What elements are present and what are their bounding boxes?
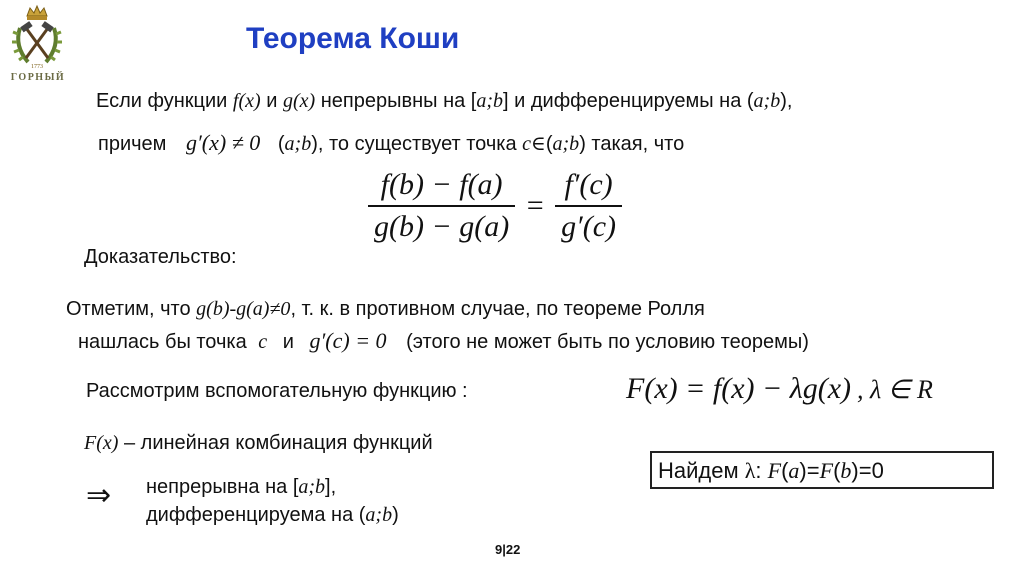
formula-numerator-right: f′(c) <box>564 168 613 201</box>
fraction-bar-left <box>368 205 515 207</box>
cauchy-formula <box>368 168 622 258</box>
aux-function-text: Рассмотрим вспомогательную функцию : <box>86 380 468 402</box>
slide-title: Теорема Коши <box>246 22 460 55</box>
note-line-2: нашлась бы точка c и g′(c) = 0 (этого не может быть по условию теоремы) <box>78 328 809 353</box>
linear-combination: F(x) – линейная комбинация функций <box>84 432 433 454</box>
implies-arrow-icon: ⇒ <box>86 478 112 513</box>
rolle-condition-formula: g′(c) = 0 <box>309 328 387 353</box>
fraction-bar-right <box>555 205 622 207</box>
statement-line-1: Если функции f(x) и g(x) непрерывны на [a;b] и дифференцируемы на (a;b), <box>96 90 793 112</box>
page-number: 9|22 <box>495 542 521 557</box>
equals-sign: = <box>526 189 544 222</box>
svg-text:1773: 1773 <box>31 64 43 70</box>
logo-label: ГОРНЫЙ <box>10 72 66 83</box>
mining-emblem-icon <box>6 2 68 74</box>
formula-denominator-left: g(b) − g(a) <box>374 210 510 243</box>
formula-numerator-left: f(b) − f(a) <box>380 168 503 201</box>
formula-denominator-right: g′(c) <box>561 210 616 243</box>
proof-label: Доказательство: <box>84 246 237 268</box>
aux-function-formula: F(x) = f(x) − λg(x) , λ ∈ R <box>626 372 933 405</box>
note-line-1: Отметим, что g(b)-g(a)≠0, т. к. в противном случае, по теореме Ролля <box>66 298 705 320</box>
statement-line-2: причем g′(x) ≠ 0 (a;b), то существует точка c∈(a;b) такая, что <box>98 130 685 155</box>
property-continuous: непрерывна на [a;b], <box>146 476 337 498</box>
property-differentiable: дифференцируема на (a;b) <box>146 504 399 526</box>
condition-formula: g′(x) ≠ 0 <box>185 130 261 155</box>
find-lambda-box: Найдем λ: F(a)=F(b)=0 <box>650 451 994 489</box>
